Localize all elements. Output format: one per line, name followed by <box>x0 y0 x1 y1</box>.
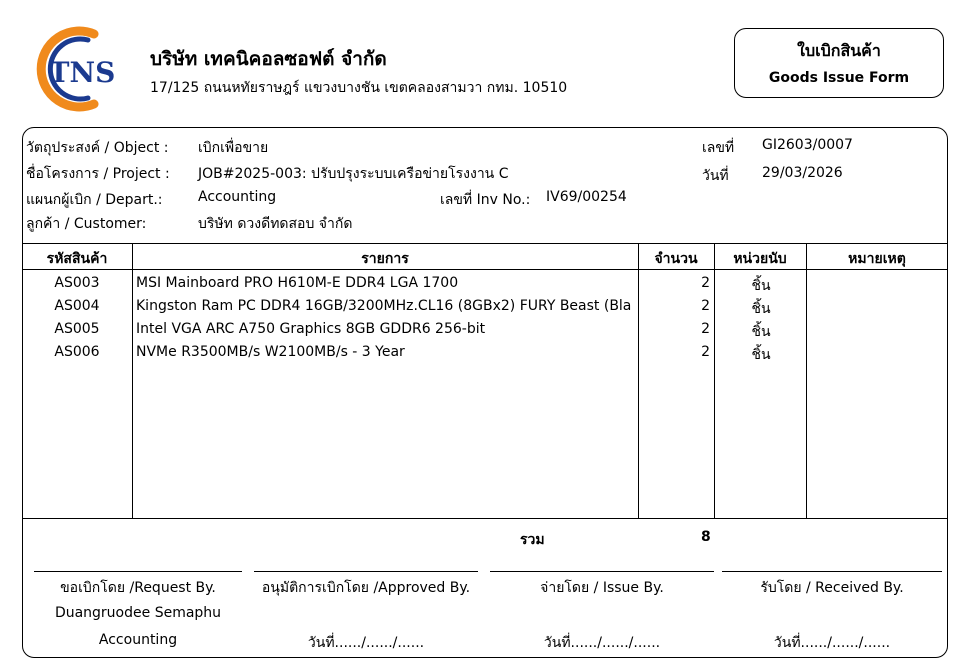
form-title-thai: ใบเบิกสินค้า <box>797 41 881 60</box>
row-quantity: 2 <box>701 344 710 360</box>
items-table-bottom-line <box>22 518 948 519</box>
table-row <box>22 275 948 298</box>
row-code: AS006 <box>54 344 100 360</box>
header-unit: หน่วยนับ <box>733 251 787 267</box>
request-by-title: ขอเบิกโดย /Request By. <box>60 580 216 596</box>
received-date: วันที่....../....../...... <box>773 635 891 651</box>
table-row <box>22 344 948 367</box>
inv-value: IV69/00254 <box>546 189 627 205</box>
row-unit: ชิ้น <box>751 301 771 317</box>
company-address: 17/125 ถนนหทัยราษฎร์ แขวงบางชัน เขตคลองสามวา กทม. 10510 <box>150 80 568 96</box>
row-description: Kingston Ram PC DDR4 16GB/3200MHz.CL16 (8GBx2) FURY Beast (Bla <box>136 298 632 314</box>
depart-label: แผนกผู้เบิก / Depart.: <box>26 192 163 208</box>
approved-date: วันที่....../....../...... <box>307 635 425 651</box>
signature-line-received <box>722 571 942 572</box>
approved-by-title: อนุมัติการเบิกโดย /Approved By. <box>261 580 471 596</box>
row-description: MSI Mainboard PRO H610M-E DDR4 LGA 1700 <box>136 275 459 291</box>
row-quantity: 2 <box>701 321 710 337</box>
row-code: AS003 <box>54 275 100 291</box>
request-by-name: Duangruodee Semaphu <box>54 605 222 621</box>
row-quantity: 2 <box>701 275 710 291</box>
row-unit: ชิ้น <box>751 347 771 363</box>
request-by-department: Accounting <box>98 632 178 648</box>
logo-text: TNS <box>48 56 116 89</box>
company-logo <box>24 26 136 112</box>
table-row <box>22 298 948 321</box>
form-title-english: Goods Issue Form <box>768 70 910 86</box>
received-by-title: รับโดย / Received By. <box>760 580 904 596</box>
header-note: หมายเหตุ <box>848 251 906 267</box>
form-title-box <box>734 28 944 98</box>
customer-label: ลูกค้า / Customer: <box>26 216 147 232</box>
row-unit: ชิ้น <box>751 324 771 340</box>
signature-line-issue <box>490 571 714 572</box>
row-unit: ชิ้น <box>751 278 771 294</box>
depart-value: Accounting <box>198 189 277 205</box>
header-code: รหัสสินค้า <box>46 251 108 267</box>
items-table-header <box>22 243 948 270</box>
header-description: รายการ <box>361 251 409 267</box>
issue-by-title: จ่ายโดย / Issue By. <box>540 580 664 596</box>
doc-no-value: GI2603/0007 <box>762 137 853 153</box>
inv-label: เลขที่ Inv No.: <box>440 192 531 208</box>
object-label: วัตถุประสงค์ / Object : <box>26 140 169 156</box>
customer-value: บริษัท ดวงดีทดสอบ จำกัด <box>198 216 353 232</box>
signature-line-request <box>34 571 242 572</box>
total-value: 8 <box>701 529 711 545</box>
issue-date: วันที่....../....../...... <box>543 635 661 651</box>
row-description: Intel VGA ARC A750 Graphics 8GB GDDR6 256-bit <box>136 321 486 337</box>
company-name: บริษัท เทคนิคอลซอฟต์ จำกัด <box>150 48 387 70</box>
total-label: รวม <box>520 532 545 548</box>
row-quantity: 2 <box>701 298 710 314</box>
project-value: JOB#2025-003: ปรับปรุงระบบเครือข่ายโรงงาน C <box>198 166 509 182</box>
row-code: AS004 <box>54 298 100 314</box>
project-label: ชื่อโครงการ / Project : <box>26 166 170 182</box>
row-description: NVMe R3500MB/s W2100MB/s - 3 Year <box>136 344 405 360</box>
object-value: เบิกเพื่อขาย <box>198 140 269 156</box>
doc-no-label: เลขที่ <box>702 140 735 156</box>
header-quantity: จำนวน <box>654 251 698 267</box>
signature-line-approved <box>254 571 478 572</box>
date-value: 29/03/2026 <box>762 165 843 181</box>
row-code: AS005 <box>54 321 100 337</box>
table-row <box>22 321 948 344</box>
date-label: วันที่ <box>702 168 729 184</box>
